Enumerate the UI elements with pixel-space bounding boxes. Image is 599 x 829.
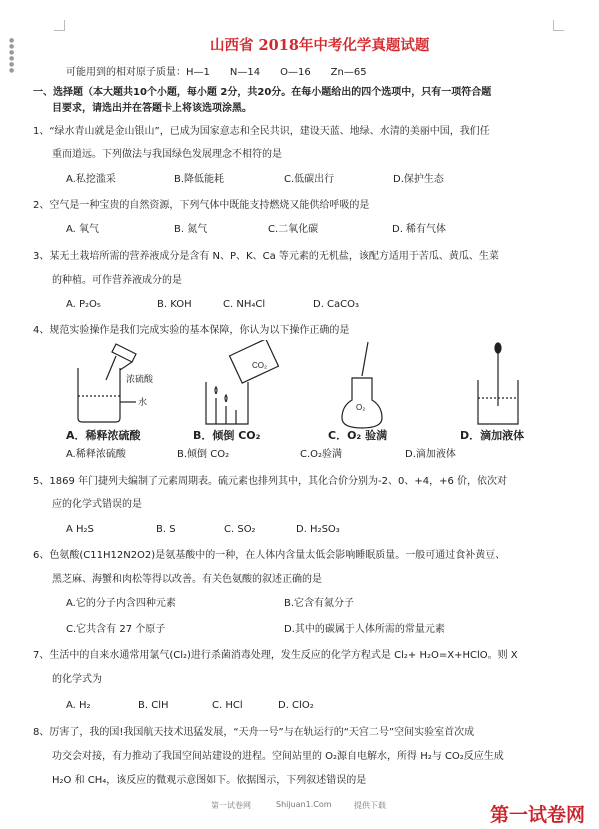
option: A H₂S (66, 524, 94, 535)
option: A. P₂O₅ (66, 299, 101, 310)
option: C. NH₄Cl (223, 299, 266, 310)
option: A. H₂ (66, 700, 91, 711)
footer-site-name: 第一试卷网 (211, 801, 251, 810)
drag-handle-icon[interactable]: ● ● ● ● ● ● (9, 37, 16, 74)
option: C.它共含有 27 个原子 (66, 624, 166, 635)
question-2: 2、空气是一种宝贵的自然资源，下列气体中既能支持燃烧又能供给呼吸的是 (33, 200, 370, 211)
atomic-masses: 可能用到的相对原子质量：H—1 N—14 O—16 Zn—65 (66, 67, 367, 78)
page-corner-marker (54, 20, 65, 31)
option: D. ClO₂ (278, 700, 314, 711)
question-6: 6、色氨酸(C11H12N2O2)是氨基酸中的一种，在人体内含量太低会影响睡眠质量。一般可通过食补黄豆、 (33, 550, 506, 561)
section-heading: 一、选择题（本大题共10个小题，每小题 2分，共20分。在每小题给出的四个选项中，只有一项符合题 (33, 87, 492, 98)
figure-caption-b: B．倾倒 CO₂ (193, 429, 261, 442)
option: D. H₂SO₃ (296, 524, 340, 535)
page-title: 山西省 2018年中考化学真题试题 (210, 37, 430, 54)
figure-caption-d: D．滴加液体 (460, 429, 525, 442)
question-7: 7、生活中的自来水通常用氯气(Cl₂)进行杀菌消毒处理，发生反应的化学方程式是 Cl₂+ H₂O=X+HClO。则 X (33, 650, 518, 661)
figure-caption-c: C．O₂ 验满 (328, 429, 388, 442)
question-8-cont: H₂O 和 CH₄，该反应的微观示意图如下。依据图示，下列叙述错误的是 (52, 775, 367, 786)
watermark-logo: 第一试卷网 (490, 804, 586, 826)
question-8-cont: 功交会对接，有力推动了我国空间站建设的进程。空间站里的 O₂源自电解水，所得 H₂与 CO₂反应生成 (52, 751, 504, 762)
section-heading-cont: 目要求，请选出并在答题卡上将该选项涂黑。 (52, 103, 252, 114)
question-5-cont: 应的化学式错误的是 (52, 499, 142, 510)
question-1: 1、“绿水青山就是金山银山”，已成为国家意志和全民共识，建设天蓝、地绿、水清的美丽中国，我们任 (33, 126, 490, 137)
question-3: 3、某无土栽培所需的营养液成分是含有 N、P、K、Ca 等元素的无机盐，该配方适用于苦瓜、黄瓜、生菜 (33, 251, 499, 262)
fig-label-water: 水 (138, 397, 148, 407)
option: C. SO₂ (224, 524, 256, 535)
figure-caption-a: A．稀释浓硫酸 (66, 429, 141, 442)
option: C. HCl (212, 700, 243, 711)
page-corner-marker (553, 20, 564, 31)
option: D.保护生态 (393, 174, 444, 185)
fig-label-acid: 浓硫酸 (126, 374, 154, 384)
footer-domain: Shijuan1.Com (276, 800, 332, 809)
option: B.降低能耗 (174, 174, 225, 185)
question-3-cont: 的种植。可作营养液成分的是 (52, 275, 182, 286)
option: B. S (156, 524, 176, 535)
question-4: 4、规范实验操作是我们完成实验的基本保障，你认为以下操作正确的是 (33, 325, 350, 336)
option: B. 氮气 (174, 224, 208, 235)
experiment-figure (66, 340, 586, 440)
option: C.O₂验满 (300, 449, 343, 460)
fig-label-o2: O₂ (356, 403, 366, 412)
question-5: 5、1869 年门捷列夫编制了元素周期表。硫元素也排列其中，其化合价分别为-2、0、+4，+6 价，依次对 (33, 476, 507, 487)
option: A.稀释浓硫酸 (66, 449, 126, 460)
option: A.私挖滥采 (66, 174, 116, 185)
option: C.二氧化碳 (268, 224, 319, 235)
option: A.它的分子内含四种元素 (66, 598, 176, 609)
option: B. ClH (138, 700, 169, 711)
fig-label-co2: CO₂ (252, 361, 268, 370)
option: D. 稀有气体 (392, 224, 447, 235)
footer-download: 提供下载 (354, 801, 386, 810)
beaker-b-icon (206, 340, 278, 424)
flask-c-icon (342, 342, 382, 428)
option: D.其中的碳属于人体所需的常量元素 (284, 624, 445, 635)
option: B.倾倒 CO₂ (177, 449, 230, 460)
option: D.滴加液体 (405, 449, 456, 460)
question-7-cont: 的化学式为 (52, 674, 102, 685)
option: C.低碳出行 (284, 174, 335, 185)
question-6-cont: 黑芝麻、海蟹和肉松等得以改善。有关色氨酸的叙述正确的是 (52, 574, 322, 585)
option: B. KOH (157, 299, 192, 310)
option: A. 氧气 (66, 224, 100, 235)
question-8: 8、厉害了，我的国!我国航天技术迅猛发展，“天舟一号”与在轨运行的“天宫二号”空间实验室首次成 (33, 727, 475, 738)
option: B.它含有氮分子 (284, 598, 355, 609)
option: D. CaCO₃ (313, 299, 360, 310)
question-1-cont: 重而道远。下列做法与我国绿色发展理念不相符的是 (52, 149, 282, 160)
beaker-d-icon (478, 343, 518, 424)
